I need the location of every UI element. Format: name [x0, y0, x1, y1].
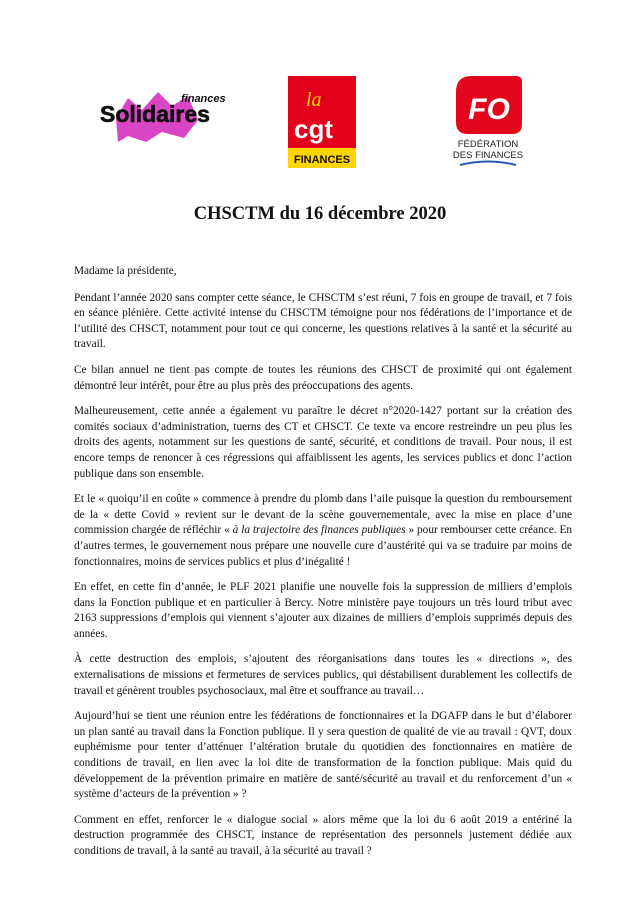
- paragraph-3: Malheureusement, cette année a également vu paraître le décret n°2020-1427 portant sur la création des comités sociaux d’administration, tuerns des CT et CHSCT. Ce texte va encore restreindre un peu plus les droits des agents, notamment sur les questions de santé, sécurité, et conditions de travail. Pour nous, il est encore temps de renoncer à ces régressions qui affaiblissent les agents, les services publics et donc l’action publique dans son ensemble.: [74, 405, 572, 480]
- paragraph-2: Ce bilan annuel ne tient pas compte de toutes les réunions des CHSCT de proximité qui ont également démontré leur intérêt, pour être au plus près des préoccupations des agents.: [74, 363, 572, 392]
- paragraph-4-emphasis: à la trajectoire des finances publiques: [232, 524, 406, 537]
- salutation: Madame la présidente,: [74, 265, 177, 277]
- cgt-finances-label: FINANCES: [293, 154, 351, 166]
- fo-federation-label: FÉDÉRATION: [457, 139, 519, 150]
- solidaires-wordmark: Solidaires: [100, 101, 210, 127]
- paragraph-4-part-b: » pour rembourser cette créance. En d’autres termes, le gouvernement nous prépare une nouvelle cure d’austérité qui va se traduire par moins de fonctionnaires, moins de services publics et plus d’inégalité !: [74, 524, 572, 568]
- solidaires-finances-label: finances: [181, 93, 226, 105]
- cgt-finances-logo: [288, 76, 356, 168]
- paragraph-1: Pendant l’année 2020 sans compter cette séance, le CHSCTM s’est réuni, 7 fois en groupe de travail, et 7 fois en séance plénière. Cette activité intense du CHSCTM témoigne pour nos fédérations de l’importance et de l’utilité des CHSCT, notamment pour tout ce qui concerne, les questions relatives à la santé et la sécurité au travail.: [74, 291, 572, 351]
- cgt-la-label: la: [306, 89, 322, 111]
- cgt-wordmark: cgt: [294, 114, 333, 144]
- document-title: CHSCTM du 16 décembre 2020: [193, 204, 447, 224]
- document-body: [74, 264, 572, 870]
- paragraph-6: À cette destruction des emplois, s’ajoutent des réorganisations dans toutes les « directions », des externalisations de missions et fermetures de services publics, qui déstabilisent durablement les collectifs de travail et génèrent troubles psychosociaux, mal être et souffrance au travail…: [74, 653, 572, 697]
- fo-finances-label: DES FINANCES: [452, 150, 524, 161]
- paragraph-7: Aujourd’hui se tient une réunion entre les fédérations de fonctionnaires et la DGAFP dans le but d’élaborer un plan santé au travail dans la Fonction publique. Il y sera question de qualité de vie au travail : QVT, doux euphémisme pour tenter d’atténuer l’altération brutale du quotidien des fonctionnaires en matière de conditions de travail, en lien avec la loi dite de transformation de la fonction publique. Mais quid du développement de la prévention primaire en matière de santé/sécurité au travail et du renforcement d’un « système d’acteurs de la prévention » ?: [74, 710, 572, 801]
- solidaires-finances-logo: [98, 80, 226, 146]
- fo-letters: FO: [468, 93, 510, 126]
- paragraph-4: [74, 492, 572, 570]
- fo-federation-logo: [450, 72, 526, 168]
- paragraph-8: Comment en effet, renforcer le « dialogue social » alors même que la loi du 6 août 2019 a entériné la destruction programmée des CHSCT, instance de représentation des personnels justement dédiée aux conditions de travail, à la santé au travail, à la sécurité au travail ?: [74, 813, 572, 857]
- paragraph-5: En effet, en cette fin d’année, le PLF 2021 planifie une nouvelle fois la suppression de milliers d’emplois dans la Fonction publique et en particulier à Bercy. Notre ministère paye toujours un très lourd tribut avec 2163 suppressions d’emplois qui viennent s’ajouter aux dizaines de milliers d’emplois supprimés depuis des années.: [74, 581, 572, 640]
- paragraph-4-part-a: Et le « quoiqu’il en coûte » commence à prendre du plomb dans l’aile puisque la question du remboursement de la « dette Covid » revient sur le devant de la scène gouvernementale, avec la mise en place d’une commission chargée de réfléchir «: [74, 493, 572, 537]
